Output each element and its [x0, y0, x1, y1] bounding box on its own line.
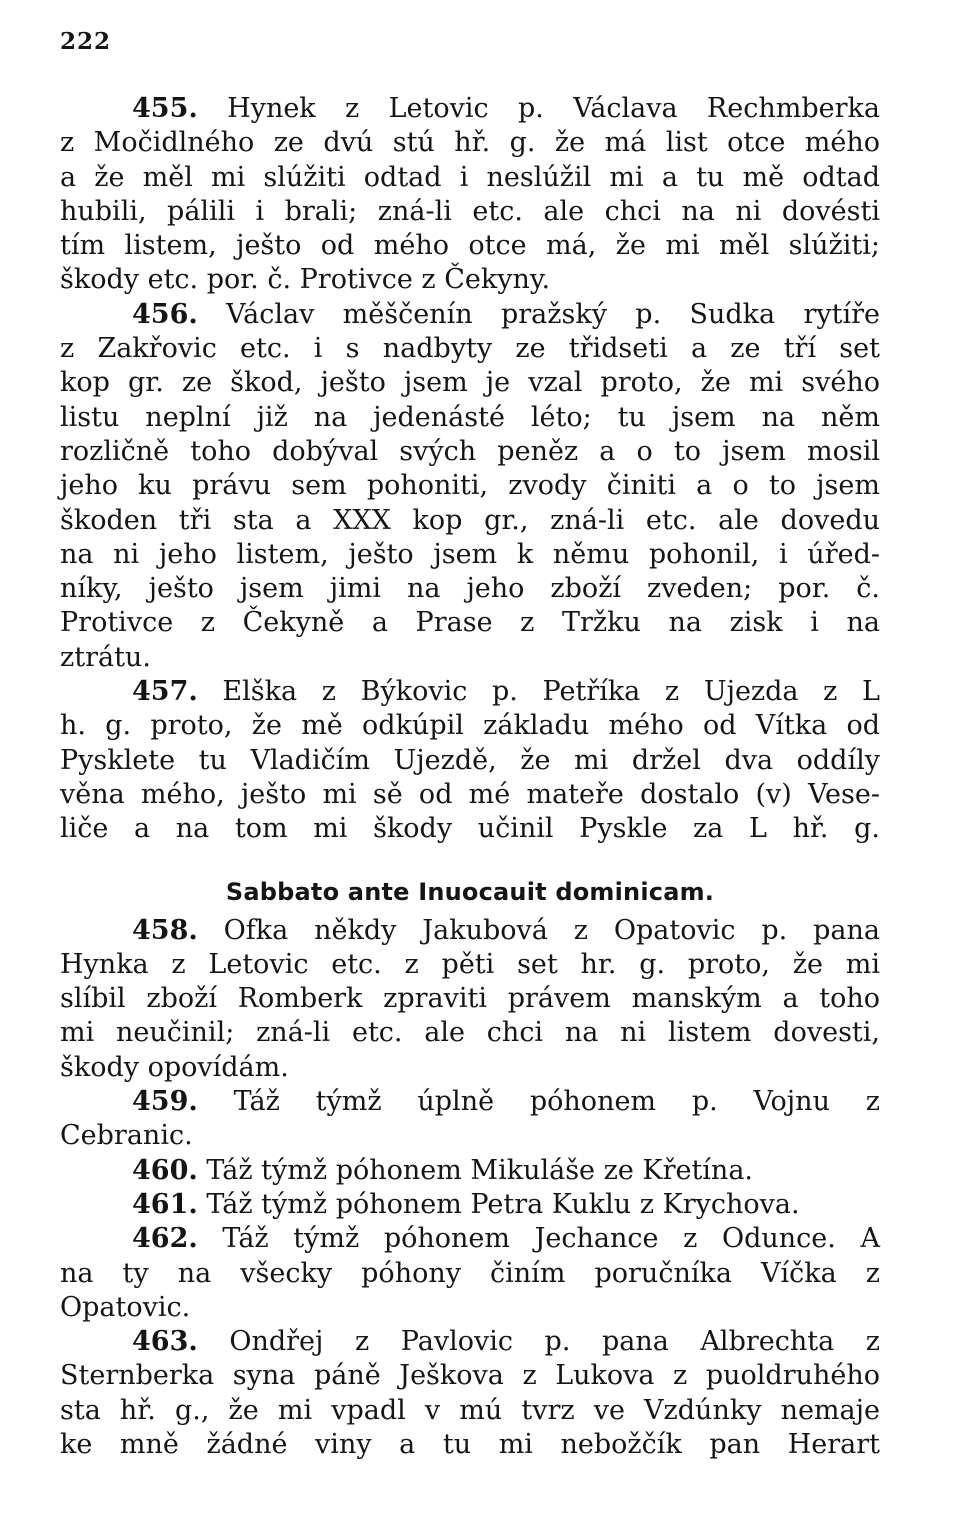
text-line: [60, 229, 880, 263]
line-text: Táž týmž póhonem Jechance z Odunce. A: [222, 1223, 880, 1255]
line-text: jeho ku právu sem pohoniti, zvody činiti a o to jsem: [60, 470, 880, 502]
line-text: ke mně žádné viny a tu mi nebožčík pan Herart: [60, 1428, 880, 1460]
text-line: [60, 982, 880, 1016]
text-line: [60, 1359, 880, 1393]
text-line: [60, 1154, 880, 1188]
text-line: [60, 606, 880, 640]
line-text: hubili, pálili i brali; zná-li etc. ale chci na ni dovésti: [60, 195, 880, 227]
text-line: [60, 92, 880, 126]
entry-number: 460.: [132, 1154, 198, 1186]
line-text: z Močidlného ze dvú stú hř. g. že má list otce mého: [60, 127, 880, 159]
text-line: [60, 469, 880, 503]
line-text: mi neučinil; zná-li etc. ale chci na ni listem dovesti,: [60, 1017, 880, 1049]
text-line: [60, 332, 880, 366]
entry-number: 463.: [132, 1326, 198, 1358]
text-line: [60, 504, 880, 538]
text-line: [60, 1257, 880, 1291]
line-text: a že měl mi slúžiti odtad i neslúžil mi a tu mě odtad: [60, 161, 880, 193]
text-line: [60, 1051, 880, 1085]
text-line: [60, 744, 880, 778]
text-line: [60, 675, 880, 709]
line-text: slíbil zboží Romberk zpraviti právem manským a toho: [60, 983, 880, 1015]
line-text: kop gr. ze škod, ješto jsem je vzal proto, že mi svého: [60, 367, 880, 399]
text-line: [60, 948, 880, 982]
section-heading: Sabbato ante Inuocauit dominicam.: [225, 877, 715, 906]
text-line: [60, 778, 880, 812]
line-text: Václav měščenín pražský p. Sudka rytíře: [226, 298, 880, 330]
line-text: Opatovic.: [60, 1291, 191, 1323]
text-line: [60, 161, 880, 195]
line-text: Cebranic.: [60, 1120, 193, 1152]
entry-number: 462.: [132, 1223, 198, 1255]
entry: [60, 1085, 880, 1154]
line-text: Ondřej z Pavlovic p. pana Albrechta z: [229, 1326, 880, 1358]
entry: [60, 914, 880, 1085]
text-line: [60, 1394, 880, 1428]
text-line: [60, 1428, 880, 1462]
line-text: na ni jeho listem, ješto jsem k němu pohonil, i úřed-: [60, 538, 880, 570]
text-line: [60, 641, 880, 675]
line-text: škoden tři sta a XXX kop gr., zná-li etc. ale dovedu: [60, 504, 880, 536]
line-text: Táž týmž úplně póhonem p. Vojnu z: [233, 1086, 880, 1118]
line-text: níky, ješto jsem jimi na jeho zboží zveden; por. č.: [60, 573, 880, 605]
text-line: [60, 538, 880, 572]
line-text: z Zakřovic etc. i s nadbyty ze třidseti a ze tří set: [60, 333, 880, 365]
line-text: Hynka z Letovic etc. z pěti set hr. g. proto, že mi: [60, 948, 880, 980]
line-text: Ofka někdy Jakubová z Opatovic p. pana: [223, 914, 880, 946]
document-text: [60, 92, 880, 1462]
line-text: liče a na tom mi škody učinil Pyskle za L hř. g.: [60, 813, 880, 845]
line-text: rozličně toho dobýval svých peněz a o to jsem mosil: [60, 435, 880, 467]
page-number: 222: [60, 28, 112, 55]
entry-number: 456.: [132, 298, 198, 330]
text-line: [60, 195, 880, 229]
line-text: věna mého, ješto mi sě od mé mateře dostalo (v) Vese-: [60, 778, 880, 810]
line-text: listu neplní již na jedenásté léto; tu jsem na něm: [60, 401, 880, 433]
text-line: [60, 1188, 880, 1222]
line-text: Táž týmž póhonem Mikuláše ze Křetína.: [206, 1154, 754, 1186]
line-text: na ty na všecky póhony činím poručníka Víčka z: [60, 1257, 880, 1289]
entry-number: 457.: [132, 676, 198, 708]
line-text: h. g. proto, že mě odkúpil základu mého od Vítka od: [60, 710, 880, 742]
entry: [60, 1154, 880, 1188]
line-text: Elška z Býkovic p. Petříka z Ujezda z L: [222, 676, 880, 708]
entry: [60, 1222, 880, 1325]
text-line: [60, 401, 880, 435]
text-line: [60, 1291, 880, 1325]
text-line: [60, 812, 880, 846]
entry-number: 461.: [132, 1188, 198, 1220]
text-line: [60, 263, 880, 297]
text-line: [60, 1085, 880, 1119]
text-line: [60, 572, 880, 606]
entry-number: 459.: [132, 1086, 198, 1118]
line-text: škody etc. por. č. Protivce z Čekyny.: [60, 264, 551, 296]
text-line: [60, 366, 880, 400]
text-line: [60, 1325, 880, 1359]
line-text: Táž týmž póhonem Petra Kuklu z Krychova.: [206, 1188, 800, 1220]
text-line: [60, 914, 880, 948]
entry: [60, 92, 880, 298]
entry-number: 455.: [132, 93, 198, 124]
line-text: Pysklete tu Vladičím Ujezdě, že mi držel dva oddíly: [60, 744, 880, 776]
line-text: Protivce z Čekyně a Prase z Tržku na zisk i na: [60, 607, 880, 639]
entry: [60, 675, 880, 846]
entry: [60, 298, 880, 675]
line-text: Hynek z Letovic p. Václava Rechmberka: [227, 93, 880, 124]
line-text: Sternberka syna páně Ješkova z Lukova z puoldruhého: [60, 1360, 880, 1392]
text-line: [60, 1222, 880, 1256]
text-line: [60, 709, 880, 743]
text-line: [60, 298, 880, 332]
text-line: [60, 1119, 880, 1153]
text-line: [60, 435, 880, 469]
entry: [60, 1325, 880, 1462]
text-line: [60, 126, 880, 160]
entry: [60, 1188, 880, 1222]
text-line: [60, 1016, 880, 1050]
line-text: tím listem, ješto od mého otce má, že mi měl slúžiti;: [60, 230, 880, 262]
line-text: sta hř. g., že mi vpadl v mú tvrz ve Vzdúnky nemaje: [60, 1394, 880, 1426]
line-text: škody opovídám.: [60, 1051, 289, 1083]
entry-number: 458.: [132, 914, 198, 946]
line-text: ztrátu.: [60, 641, 151, 673]
